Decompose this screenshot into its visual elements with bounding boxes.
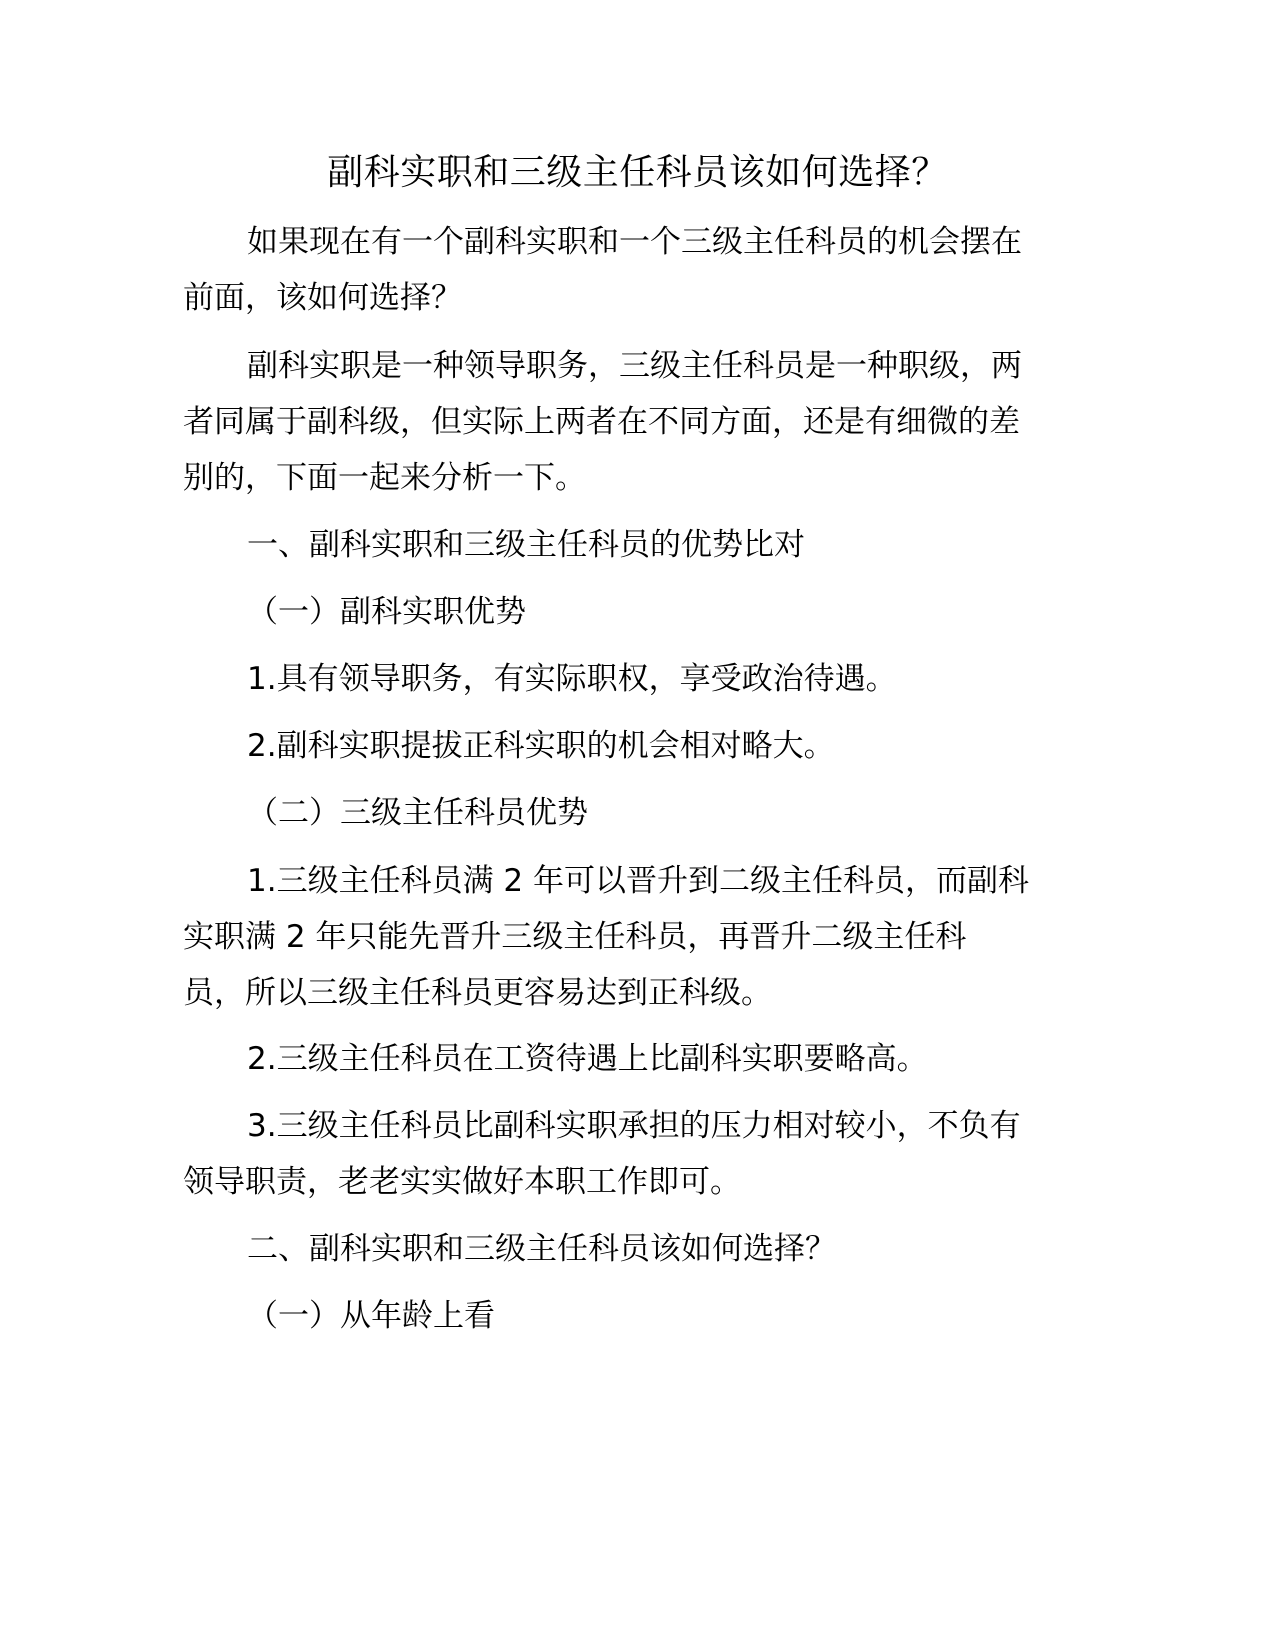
heading-line: （二）三级主任科员优势 (247, 795, 588, 831)
list-item-line: 实职满 2 年只能先晋升三级主任科员，再晋升二级主任科 (183, 919, 967, 955)
list-item-line: 1.具有领导职务，有实际职权，享受政治待遇。 (247, 661, 897, 697)
subsection-heading-2-1 (183, 1288, 1088, 1344)
list-item-line: 领导职责，老老实实做好本职工作即可。 (183, 1164, 741, 1200)
heading-line: （一）从年龄上看 (247, 1298, 495, 1334)
paragraph-line: 如果现在有一个副科实职和一个三级主任科员的机会摆在 (247, 224, 1022, 260)
list-item (183, 1098, 1088, 1210)
paragraph-line: 前面，该如何选择？ (183, 280, 462, 316)
list-item (183, 651, 1088, 707)
paragraph-line: 副科实职是一种领导职务，三级主任科员是一种职级，两 (247, 348, 1022, 384)
list-item (183, 718, 1088, 774)
document-title: 副科实职和三级主任科员该如何选择？ (327, 152, 948, 193)
list-item (183, 853, 1088, 1021)
paragraph-intro (183, 214, 1088, 326)
paragraph-definition (183, 338, 1088, 506)
subsection-heading-1-1 (183, 584, 1088, 640)
list-item-line: 3.三级主任科员比副科实职承担的压力相对较小，不负有 (247, 1108, 1021, 1144)
heading-line: 一、副科实职和三级主任科员的优势比对 (247, 527, 805, 563)
section-heading-1 (183, 517, 1088, 573)
paragraph-line: 别的，下面一起来分析一下。 (183, 460, 586, 496)
heading-line: 二、副科实职和三级主任科员该如何选择？ (247, 1231, 836, 1267)
paragraph-line: 者同属于副科级，但实际上两者在不同方面，还是有细微的差 (183, 404, 1020, 440)
list-item-line: 员，所以三级主任科员更容易达到正科级。 (183, 975, 772, 1011)
list-item (183, 1031, 1088, 1087)
section-heading-2 (183, 1221, 1088, 1277)
list-item-line: 2.三级主任科员在工资待遇上比副科实职要略高。 (247, 1041, 928, 1077)
subsection-heading-1-2 (183, 785, 1088, 841)
list-item-line: 2.副科实职提拔正科实职的机会相对略大。 (247, 728, 835, 764)
heading-line: （一）副科实职优势 (247, 594, 526, 630)
list-item-line: 1.三级主任科员满 2 年可以晋升到二级主任科员，而副科 (247, 863, 1030, 899)
